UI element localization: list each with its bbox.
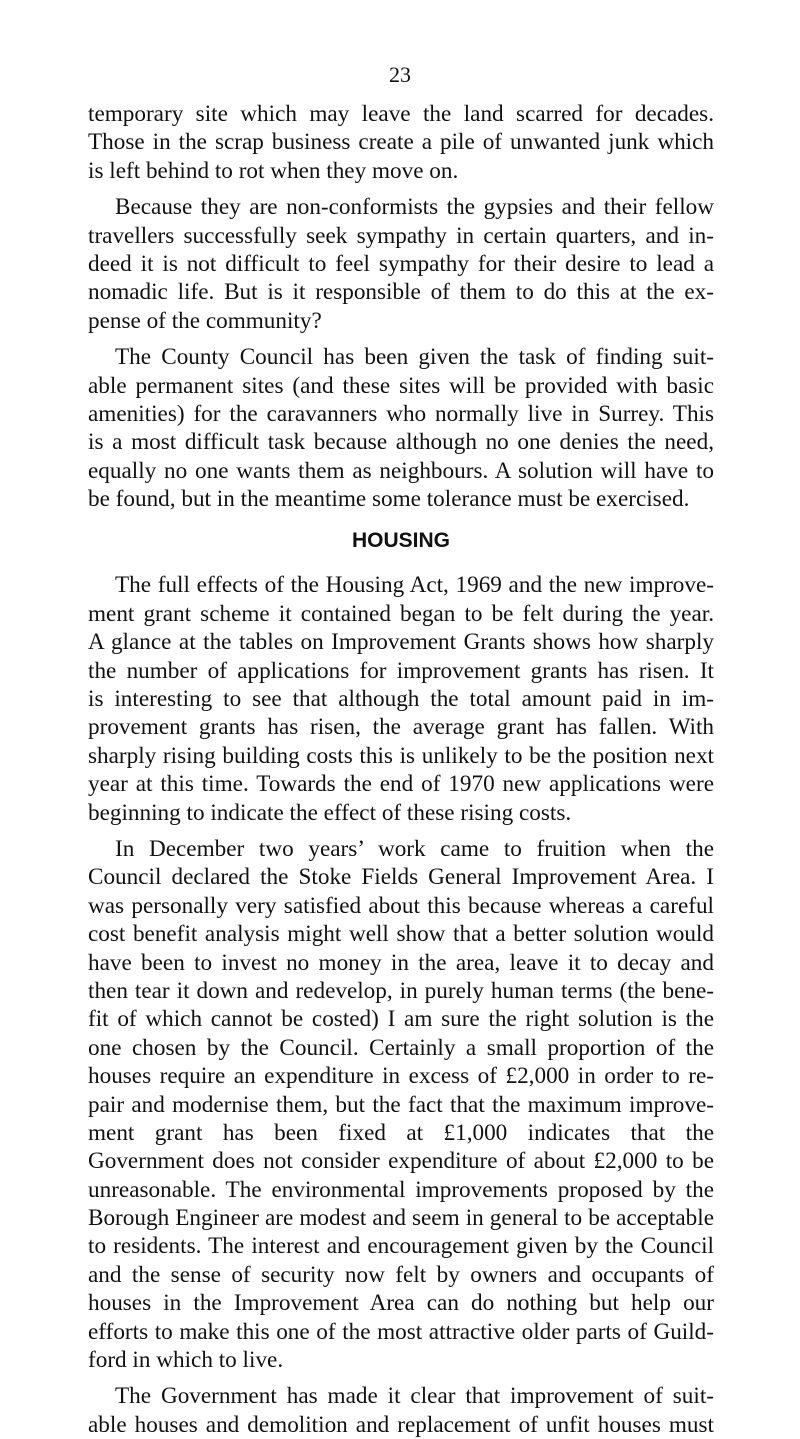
text-line: unreasonable. The environmental improvements proposed by the: [88, 1176, 714, 1203]
text-line: sharply rising building costs this is unlikely to be the position next: [88, 742, 714, 769]
section-heading-housing: HOUSING: [351, 529, 450, 553]
text-line: deed it is not difficult to feel sympathy for their desire to lead a: [88, 250, 714, 277]
text-line: fit of which cannot be costed) I am sure the right solution is the: [88, 1006, 714, 1033]
text-line: Borough Engineer are modest and seem in general to be acceptable: [88, 1205, 714, 1232]
body-text: [88, 100, 714, 1439]
text-line: is interesting to see that although the total amount paid in im-: [88, 686, 714, 713]
text-line: ment grant has been fixed at £1,000 indicates that the: [88, 1119, 714, 1146]
text-line: temporary site which may leave the land scarred for decades.: [88, 101, 714, 127]
text-line: and the sense of security now felt by owners and occupants of: [88, 1261, 714, 1288]
text-line: is a most difficult task because although no one denies the need,: [88, 429, 714, 456]
text-line: Government does not consider expenditure of about £2,000 to be: [88, 1148, 714, 1175]
text-line: equally no one wants them as neighbours. A solution will have to: [88, 457, 714, 484]
text-line: cost benefit analysis might well show that a better solution would: [88, 921, 714, 948]
text-line: to residents. The interest and encouragement given by the Council: [88, 1233, 714, 1260]
text-line: the number of applications for improvement grants has risen. It: [88, 657, 714, 684]
paragraph-county-council: [88, 343, 714, 513]
text-line: year at this time. Towards the end of 1970 new applications were: [88, 771, 714, 798]
paragraph-gypsies: [88, 193, 714, 335]
text-line: nomadic life. But is it responsible of them to do this at the ex-: [88, 279, 714, 306]
text-line: is left behind to rot when they move on.: [88, 157, 459, 184]
text-line: efforts to make this one of the most attractive older parts of Guild-: [88, 1318, 714, 1345]
text-line: The County Council has been given the task of finding suit-: [115, 344, 714, 371]
text-line: pair and modernise them, but the fact that the maximum improve-: [88, 1091, 714, 1118]
text-line: The full effects of the Housing Act, 1969 and the new improve-: [115, 572, 714, 599]
text-line: Those in the scrap business create a pile of unwanted junk which: [88, 129, 714, 156]
text-line: be found, but in the meantime some tolerance must be exercised.: [88, 486, 690, 513]
text-line: one chosen by the Council. Certainly a small proportion of the: [88, 1034, 714, 1061]
text-line: ment grant scheme it contained began to be felt during the year.: [88, 600, 714, 627]
text-line: able houses and demolition and replacement of unfit houses must: [88, 1411, 714, 1438]
text-line: provement grants has risen, the average grant has fallen. With: [88, 714, 714, 741]
text-line: amenities) for the caravanners who normally live in Surrey. This: [88, 400, 714, 427]
text-line: The Government has made it clear that improvement of suit-: [115, 1383, 714, 1410]
page-number: 23: [389, 62, 411, 87]
text-line: travellers successfully seek sympathy in certain quarters, and in-: [88, 222, 714, 249]
text-line: Because they are non-conformists the gypsies and their fellow: [115, 194, 714, 221]
paragraph-housing-act: [88, 571, 714, 827]
text-line: have been to invest no money in the area, leave it to decay and: [88, 949, 714, 976]
text-line: ford in which to live.: [88, 1347, 284, 1374]
paragraph-stoke-fields: [88, 835, 714, 1374]
text-line: pense of the community?: [88, 307, 322, 334]
text-line: beginning to indicate the effect of these rising costs.: [88, 799, 572, 826]
text-line: houses require an expenditure in excess of £2,000 in order to re-: [88, 1063, 714, 1090]
paragraph-government: [88, 1382, 714, 1439]
paragraph-continuation: [88, 100, 714, 185]
text-line: able permanent sites (and these sites will be provided with basic: [88, 372, 714, 399]
text-line: was personally very satisfied about this because whereas a careful: [88, 892, 714, 919]
text-line: In December two years’ work came to fruition when the: [115, 835, 714, 862]
text-line: then tear it down and redevelop, in purely human terms (the bene-: [88, 977, 714, 1004]
text-line: A glance at the tables on Improvement Grants shows how sharply: [88, 629, 714, 656]
text-line: Council declared the Stoke Fields General Improvement Area. I: [88, 864, 714, 891]
text-line: houses in the Improvement Area can do nothing but help our: [88, 1290, 714, 1317]
